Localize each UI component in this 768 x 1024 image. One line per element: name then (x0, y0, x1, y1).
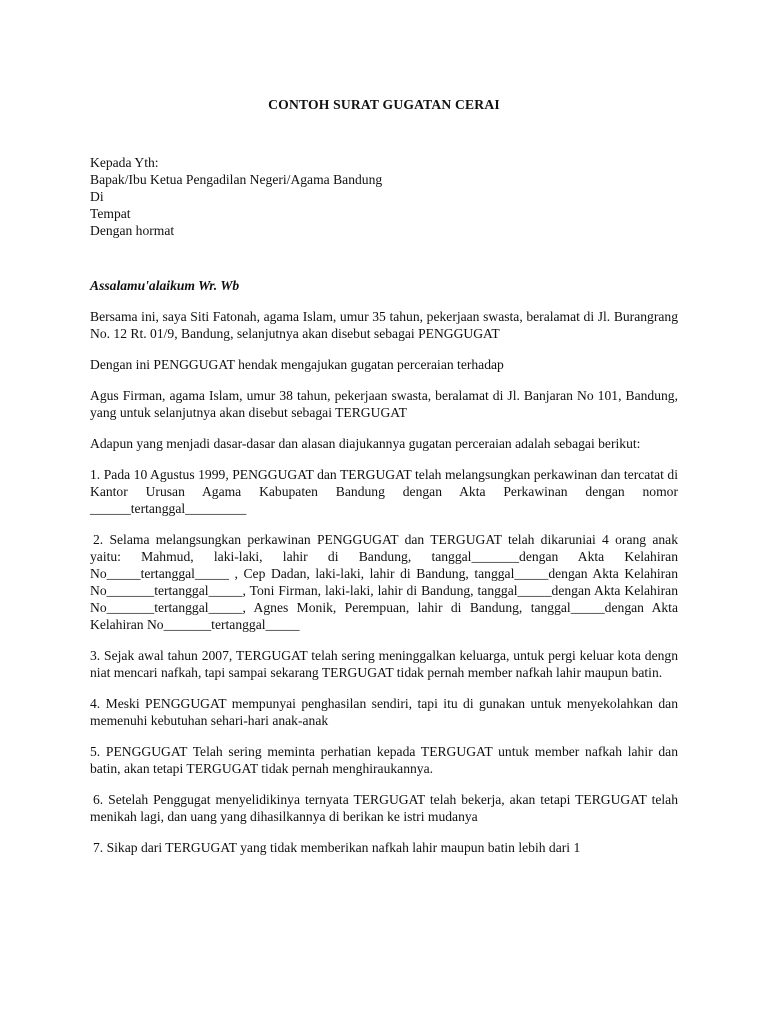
address-line: Kepada Yth: (90, 155, 159, 170)
address-line: Bapak/Ibu Ketua Pengadilan Negeri/Agama Bandung (90, 172, 383, 187)
address-block (90, 154, 678, 239)
paragraph-point-3: 3. Sejak awal tahun 2007, TERGUGAT telah sering meninggalkan keluarga, untuk pergi keluar kota dengn niat mencari nafkah, tapi sampai sekarang TERGUGAT tidak pernah member nafkah lahir maupun batin. (90, 648, 678, 680)
paragraph-point-6: 6. Setelah Penggugat menyelidikinya ternyata TERGUGAT telah bekerja, akan tetapi TERGUGAT telah menikah lagi, dan uang yang dihasilkannya di berikan ke istri mudanya (90, 792, 678, 824)
paragraph-intent: Dengan ini PENGGUGAT hendak mengajukan gugatan perceraian terhadap (90, 357, 504, 372)
paragraph-plaintiff: Bersama ini, saya Siti Fatonah, agama Islam, umur 35 tahun, pekerjaan swasta, beralamat di Jl. Burangrang No. 12 Rt. 01/9, Bandung, selanjutnya akan disebut sebagai PENGGUGAT (90, 309, 678, 341)
paragraph-point-4: 4. Meski PENGGUGAT mempunyai penghasilan sendiri, tapi itu di gunakan untuk menyekolahkan dan memenuhi kebutuhan sehari-hari anak-anak (90, 696, 678, 728)
document-page (90, 96, 678, 870)
paragraph-defendant: Agus Firman, agama Islam, umur 38 tahun, pekerjaan swasta, beralamat di Jl. Banjaran No 101, Bandung, yang untuk selanjutnya akan disebut sebagai TERGUGAT (90, 388, 678, 420)
address-line: Dengan hormat (90, 223, 175, 238)
paragraph-point-5: 5. PENGGUGAT Telah sering meminta perhatian kepada TERGUGAT untuk member nafkah lahir dan batin, akan tetapi TERGUGAT tidak pernah menghiraukannya. (90, 744, 678, 776)
address-line: Tempat (90, 206, 131, 221)
paragraph-point-1: 1. Pada 10 Agustus 1999, PENGGUGAT dan TERGUGAT telah melangsungkan perkawinan dan tercatat di Kantor Urusan Agama Kabupaten Bandung dengan Akta Perkawinan dengan nomor ______tertanggal_________ (90, 467, 678, 516)
address-line: Di (90, 189, 104, 204)
paragraph-point-7: 7. Sikap dari TERGUGAT yang tidak memberikan nafkah lahir maupun batin lebih dari 1 (93, 840, 581, 855)
paragraph-grounds-intro: Adapun yang menjadi dasar-dasar dan alasan diajukannya gugatan perceraian adalah sebagai berikut: (90, 436, 641, 451)
greeting: Assalamu'alaikum Wr. Wb (90, 278, 240, 293)
paragraph-point-2: 2. Selama melangsungkan perkawinan PENGGUGAT dan TERGUGAT telah dikaruniai 4 orang anak yaitu: Mahmud, laki-laki, lahir di Bandung, tanggal_______dengan Akta Kelahiran No_____tertanggal_____ , Cep Dadan, laki-laki, lahir di Bandung, tanggal_____dengan Akta Kelahiran No_______tertanggal_____, Toni Firman, laki-laki, lahir di Bandung, tanggal_____dengan Akta Kelahiran No_______tertanggal_____, Agnes Monik, Perempuan, lahir di Bandung, tanggal_____dengan Akta Kelahiran No_______tertanggal_____ (90, 532, 678, 632)
document-title: CONTOH SURAT GUGATAN CERAI (268, 97, 500, 112)
